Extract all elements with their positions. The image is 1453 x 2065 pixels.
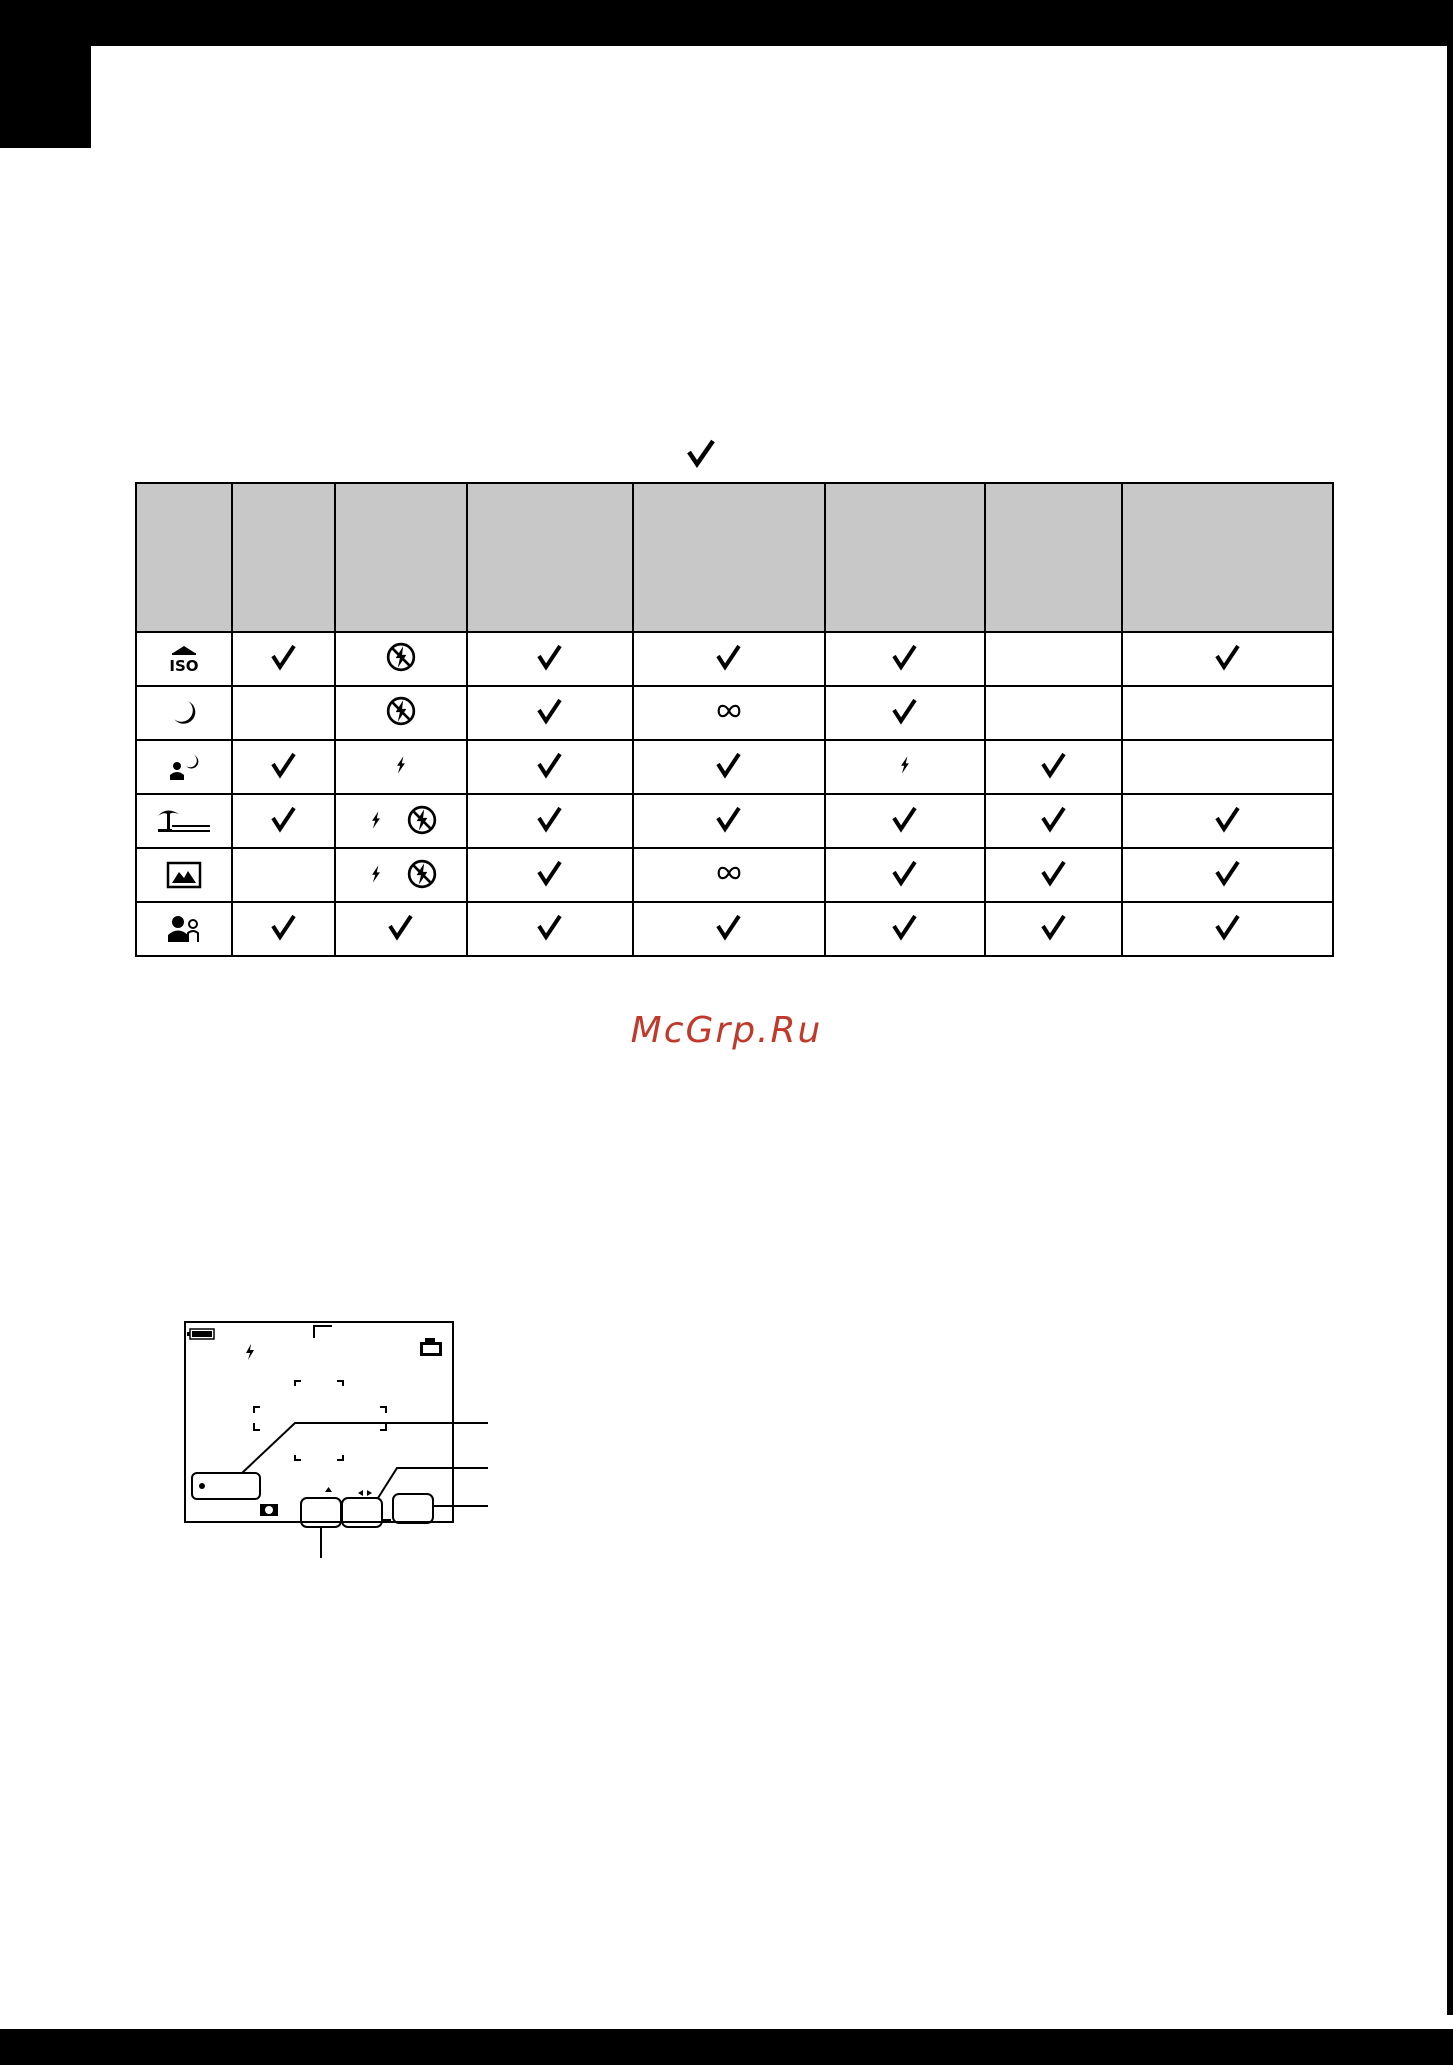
cell-icons (1040, 751, 1068, 779)
scene-mode-cell (136, 686, 232, 740)
cell-icons (1214, 913, 1242, 941)
table-row (136, 632, 1333, 686)
check-icon (1214, 913, 1242, 941)
check-icon (1214, 859, 1242, 887)
header-cell (467, 483, 633, 632)
check-icon (891, 697, 919, 725)
table-cell (1122, 632, 1333, 686)
cell-icons (1214, 643, 1242, 671)
header-cell (985, 483, 1122, 632)
check-icon (715, 805, 743, 833)
check-icon (1040, 805, 1068, 833)
check-icon (536, 805, 564, 833)
table-row (136, 902, 1333, 956)
flash-off-icon (407, 805, 437, 835)
scene-mode-cell (136, 740, 232, 794)
cell-icons (536, 751, 564, 779)
table-header-row (136, 483, 1333, 632)
check-icon (270, 643, 298, 671)
cell-icons (386, 696, 416, 726)
cell-icons (365, 859, 437, 889)
table-cell (825, 632, 985, 686)
flash-slow-icon (390, 751, 412, 779)
check-icon (715, 643, 743, 671)
table-cell (467, 848, 633, 902)
table-cell (335, 686, 467, 740)
check-icon (536, 859, 564, 887)
cell-icons (712, 861, 746, 885)
table-cell (232, 686, 335, 740)
table-cell (335, 632, 467, 686)
cell-icons (1040, 859, 1068, 887)
table-cell (1122, 848, 1333, 902)
cell-icons (536, 859, 564, 887)
cell-icons (891, 913, 919, 941)
check-icon (270, 805, 298, 833)
check-icon (1040, 751, 1068, 779)
twilight-moon-icon (169, 698, 199, 728)
chapter-tab (0, 0, 91, 148)
table-cell (985, 848, 1122, 902)
cell-icons (891, 697, 919, 725)
table-row (136, 848, 1333, 902)
cell-icons (270, 913, 298, 941)
table-cell (467, 740, 633, 794)
cell-icons (715, 805, 743, 833)
beach-icon (156, 806, 212, 836)
table-cell (633, 632, 825, 686)
landscape-icon (166, 860, 202, 890)
check-icon (1214, 643, 1242, 671)
cell-icons (386, 642, 416, 672)
flash-icon (246, 1344, 254, 1360)
cell-icons (1040, 913, 1068, 941)
header-cell (1122, 483, 1333, 632)
check-icon (1040, 859, 1068, 887)
soft-snap-icon (166, 913, 202, 945)
check-icon (387, 913, 415, 941)
cell-icons (270, 805, 298, 833)
table-cell (335, 794, 467, 848)
scene-mode-cell (136, 848, 232, 902)
table-cell (633, 902, 825, 956)
header-cell (825, 483, 985, 632)
table-cell (467, 632, 633, 686)
scene-function-table (135, 482, 1334, 957)
flash-off-icon (407, 859, 437, 889)
table-row (136, 686, 1333, 740)
cell-icons (715, 643, 743, 671)
table-cell (335, 902, 467, 956)
high-sensitivity-iso-icon (167, 644, 201, 674)
table-cell (232, 902, 335, 956)
table-cell (467, 686, 633, 740)
check-icon (536, 913, 564, 941)
table-cell (232, 632, 335, 686)
camera-mode-icon (420, 1338, 442, 1356)
check-icon (715, 751, 743, 779)
cell-icons (712, 699, 746, 723)
table-cell (335, 740, 467, 794)
bottom-bar (0, 2029, 1453, 2065)
cell-icons (1214, 805, 1242, 833)
flash-on-icon (365, 806, 387, 834)
svg-text:ISO: ISO (169, 657, 199, 674)
table-cell (825, 848, 985, 902)
check-icon (1040, 913, 1068, 941)
cell-icons (270, 643, 298, 671)
check-icon (536, 643, 564, 671)
flash-off-icon (386, 696, 416, 726)
cell-icons (536, 697, 564, 725)
header-cell (335, 483, 467, 632)
flash-on-icon (365, 860, 387, 888)
top-bar (0, 0, 1453, 46)
check-icon (536, 751, 564, 779)
check-icon (891, 643, 919, 671)
table-cell (1122, 740, 1333, 794)
check-icon (891, 859, 919, 887)
table-cell (467, 794, 633, 848)
infinity-icon (712, 699, 746, 723)
table-cell (985, 740, 1122, 794)
table-row (136, 794, 1333, 848)
focus-frame (254, 1381, 386, 1460)
table-cell (985, 686, 1122, 740)
table-cell (633, 794, 825, 848)
cell-icons (536, 643, 564, 671)
table-cell (825, 686, 985, 740)
cell-icons (1040, 805, 1068, 833)
check-icon (891, 913, 919, 941)
cell-icons (390, 751, 412, 779)
table-cell (232, 794, 335, 848)
header-cell (633, 483, 825, 632)
table-cell (1122, 794, 1333, 848)
scene-mode-cell (136, 632, 232, 686)
table-cell (1122, 686, 1333, 740)
check-icon (270, 751, 298, 779)
table-row (136, 740, 1333, 794)
scene-mode-cell (136, 794, 232, 848)
cell-icons (715, 913, 743, 941)
table-cell (985, 794, 1122, 848)
callout-lines (242, 1423, 488, 1558)
check-icon (536, 697, 564, 725)
twilight-portrait-icon (168, 751, 200, 783)
table-cell (633, 686, 825, 740)
header-cell (232, 483, 335, 632)
table-cell (825, 794, 985, 848)
table-cell (232, 740, 335, 794)
cell-icons (536, 805, 564, 833)
battery-icon (187, 1329, 214, 1339)
cell-icons (891, 643, 919, 671)
watermark: McGrp.Ru (630, 1010, 823, 1051)
af-frame-icon (314, 1326, 332, 1338)
header-cell (136, 483, 232, 632)
check-icon (891, 805, 919, 833)
cell-icons (894, 751, 916, 779)
table-cell (1122, 902, 1333, 956)
check-icon (715, 913, 743, 941)
cell-icons (1214, 859, 1242, 887)
infinity-icon (712, 861, 746, 885)
check-icon (270, 913, 298, 941)
cell-icons (365, 805, 437, 835)
legend-check-icon (686, 438, 716, 468)
check-icon (1214, 805, 1242, 833)
table-cell (232, 848, 335, 902)
cell-icons (891, 805, 919, 833)
cell-icons (891, 859, 919, 887)
table-cell (467, 902, 633, 956)
cell-icons (715, 751, 743, 779)
table-cell (335, 848, 467, 902)
scene-mode-cell (136, 902, 232, 956)
table-cell (985, 902, 1122, 956)
cell-icons (387, 913, 415, 941)
table-cell (825, 902, 985, 956)
table-cell (633, 740, 825, 794)
flash-off-icon (386, 642, 416, 672)
cell-icons (270, 751, 298, 779)
lcd-screen-diagram (182, 1320, 492, 1560)
table-cell (825, 740, 985, 794)
flash-slow-icon (894, 751, 916, 779)
table-cell (985, 632, 1122, 686)
table-cell (633, 848, 825, 902)
cell-icons (536, 913, 564, 941)
